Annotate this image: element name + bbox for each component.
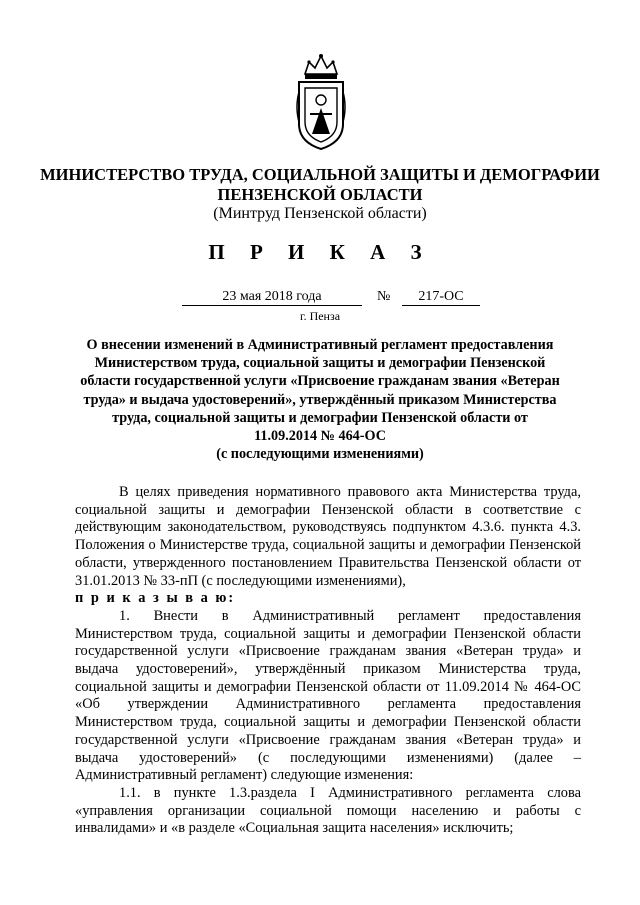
ministry-name <box>40 165 600 205</box>
coat-of-arms-icon <box>295 52 347 152</box>
order-title <box>80 336 560 463</box>
paragraph-preamble: В целях приведения нормативного правового акта Министерства труда, социальной защиты и демографии Пензенской области в соответствие с действующим законодательством, руководствуясь подпунктом 4.3.6. пункта 4.3. Положения о Министерстве труда, социальной защиты и демографии Пензенской области, утвержденного постановлением Правительства Пензенской области от 31.01.2013 № 33-пП (с последующими изменениями), <box>75 484 581 589</box>
ministry-short-name: (Минтруд Пензенской области) <box>213 205 427 222</box>
order-number: 217-ОС <box>402 289 480 306</box>
order-body <box>75 484 581 838</box>
order-title-note: (с последующими изменениями) <box>216 446 424 463</box>
paragraph-item-1: 1. Внести в Административный регламент предоставления Министерством труда, социальной защиты и демографии Пензенской области государственной услуги «Присвоение гражданам звания «Ветеран труда» и выдача удостоверений», утверждённый приказом Министерства труда, социальной защиты и демографии Пензенской области от 11.09.2014 № 464-ОС «Об утверждении Административного регламента предоставления Министерством труда, социальной защиты и демографии Пензенской области государственной услуги «Присвоение гражданам звания «Ветеран труда» и выдача удостоверений» (с последующими изменениями) (далее – Административный регламент) следующие изменения: <box>75 607 581 784</box>
document-type: П Р И К А З <box>208 240 432 264</box>
order-date: 23 мая 2018 года <box>182 289 362 306</box>
city: г. Пенза <box>300 309 341 323</box>
paragraph-item-1-1: 1.1. в пункте 1.3.раздела I Административного регламента слова «управления организации социальной помощи населению и работы с инвалидами» и «в разделе «Социальная защита населения» исключить; <box>75 784 581 837</box>
order-title-text: О внесении изменений в Административный регламент предоставления Министерством труда, социальной защиты и демографии Пензенской области государственной услуги «Присвоение гражданам звания «Ветеран труда» и выдача удостоверений», утверждённый приказом Министерства труда, социальной защиты и демографии Пензенской области от 11.09.2014 № 464-ОС <box>80 337 560 445</box>
number-sign: № <box>377 289 391 304</box>
order-word: п р и к а з ы в а ю: <box>75 590 236 607</box>
ministry-name-line2: ПЕНЗЕНСКОЙ ОБЛАСТИ <box>217 185 423 204</box>
ministry-name-line1: МИНИСТЕРСТВО ТРУДА, СОЦИАЛЬНОЙ ЗАЩИТЫ И ДЕМОГРАФИИ <box>40 165 600 184</box>
